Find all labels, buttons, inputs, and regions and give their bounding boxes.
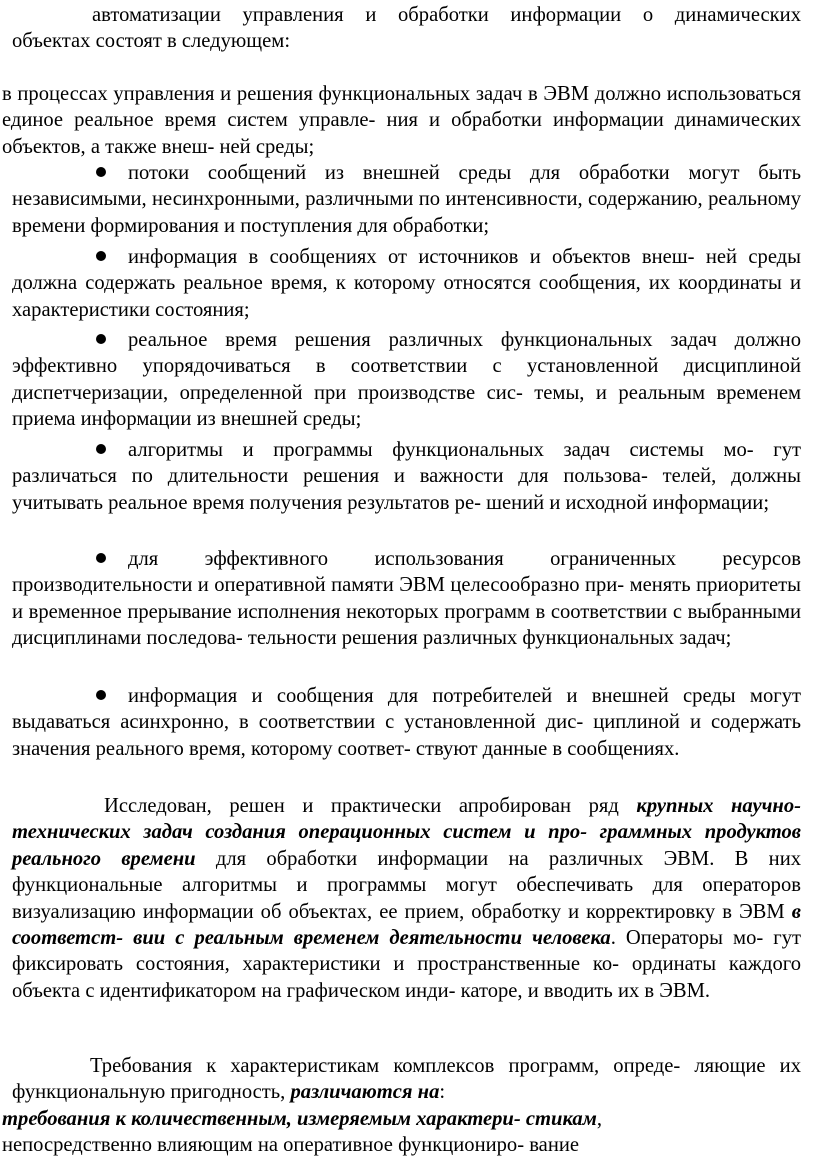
bullet-icon bbox=[96, 167, 106, 177]
bullet-icon bbox=[96, 251, 106, 261]
bullet-text: реальное время решения различных функциональных задач должно эффективно упорядочиваться в соответствии с установленной дисциплиной диспетчеризации, определенной при производстве сис- темы, и реальным временем приема информации из внешней среды; bbox=[12, 329, 801, 431]
paragraph-realtime-intro: в процессах управления и решения функциональных задач в ЭВМ должно использоваться единое реальное время систем управле- ния и обработки информации динамических объектов, а также внеш- ней среды; bbox=[2, 83, 801, 158]
requirements-text-2: : bbox=[439, 1081, 446, 1104]
bullet-text: информация и сообщения для потребителей и внешней среды могут выдаваться асинхронно, в соответствии с установленной дис- циплиной и содержать значения реального время, которому соответ- ствуют данные в сообщениях. bbox=[12, 685, 801, 760]
paragraph-research bbox=[12, 793, 801, 1004]
bullet-item bbox=[12, 546, 801, 652]
bullet-icon bbox=[96, 553, 106, 563]
research-emphasis-2: в соответст- вии с реальным временем деятельности человека bbox=[12, 900, 801, 950]
intro-line-1: автоматизации управления и обработки информации о динамических bbox=[92, 4, 801, 26]
bullet-text: информация в сообщениях от источников и объектов внеш- ней среды должна содержать реальное время, к которому относятся сообщения, их координаты и характеристики состояния; bbox=[12, 246, 801, 321]
paragraph-quantitative bbox=[2, 1106, 801, 1132]
quantitative-emphasis: требования к количественным, измеряемым характери- стикам bbox=[2, 1108, 597, 1130]
requirements-emphasis: различаются на bbox=[290, 1081, 440, 1104]
quantitative-text: , bbox=[596, 1108, 602, 1130]
bullet-item bbox=[12, 244, 801, 323]
bullet-item bbox=[12, 327, 801, 433]
bullet-text: потоки сообщений из внешней среды для обработки могут быть независимыми, несинхронными, различными по интенсивности, содержанию, реальному времени формирования и поступления для обработки; bbox=[12, 162, 801, 237]
intro-paragraph bbox=[12, 2, 801, 55]
research-text-1: Исследован, решен и практически апробирован ряд bbox=[104, 795, 637, 817]
research-text-2: для обработки информации на различных ЭВМ. В них функциональные алгоритмы и программы могут обеспечивать для операторов визуализацию информации об объектах, ее прием, обработку и корректировку в ЭВМ bbox=[12, 847, 802, 923]
bullet-icon bbox=[96, 444, 106, 454]
bullet-text: для эффективного использования ограниченных ресурсов производительности и оперативной памяти ЭВМ целесообразно при- менять приоритеты и временное прерывание исполнения некоторых программ в соответствии с выбранными дисциплинами последова- тельности решения различных функциональных задач; bbox=[12, 548, 801, 650]
research-text-3: . Операторы мо- гут фиксировать состояния, характеристики и пространственные ко- ординаты каждого объекта с идентификатором на графическом инди- каторе, и вводить их в ЭВМ. bbox=[12, 927, 802, 1002]
bullet-item bbox=[12, 160, 801, 239]
bullet-icon bbox=[96, 334, 106, 344]
bullet-text: алгоритмы и программы функциональных задач системы мо- гут различаться по длительности решения и важности для пользова- телей, должны учитывать реальное время получения результатов ре- шений и исходной информации; bbox=[12, 439, 801, 514]
bullet-item bbox=[12, 683, 801, 762]
intro-line-2: объектах состоят в следующем: bbox=[12, 30, 291, 53]
paragraph-operational: непосредственно влияющим на оперативное функциониро- вание bbox=[2, 1134, 579, 1156]
paragraph-requirements bbox=[12, 1053, 801, 1106]
research-emphasis-1: крупных научно-технических задач создания операционных систем и про- граммных продуктов реального времени bbox=[12, 795, 801, 870]
bullet-icon bbox=[96, 690, 106, 700]
bullet-item bbox=[12, 437, 801, 516]
requirements-text-1: Требования к характеристикам комплексов программ, опреде- ляющие их функциональную пригодность, bbox=[12, 1055, 801, 1104]
